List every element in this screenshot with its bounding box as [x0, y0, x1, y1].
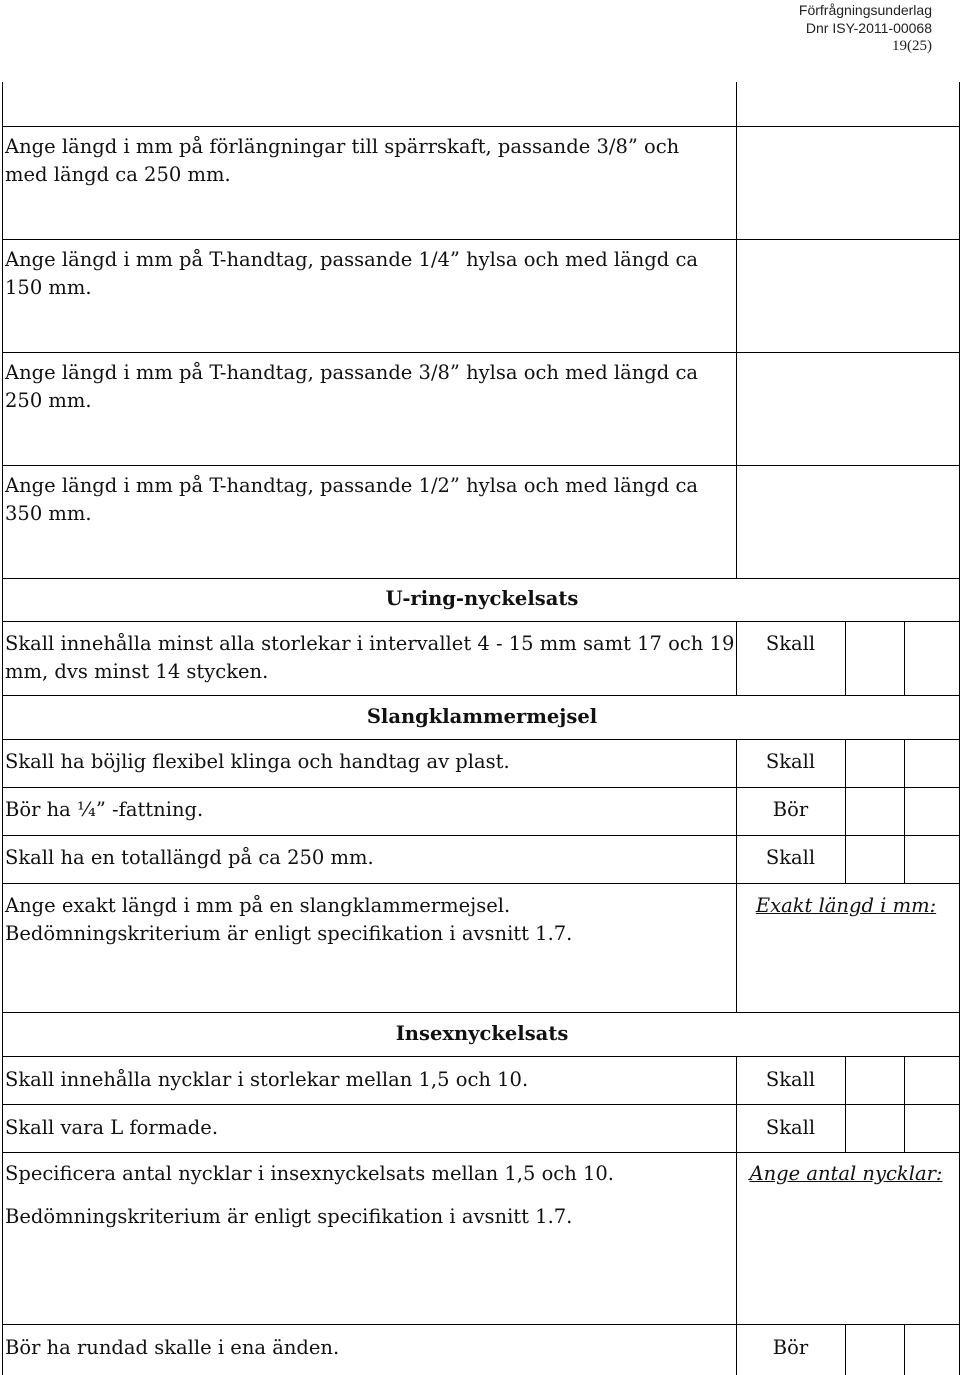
row-text-evaluation-criterion: Bedömningskriterium är enligt specifikation i avsnitt 1.7. — [5, 1205, 573, 1228]
row-text-rounded-head: Bör ha rundad skalle i ena änden. — [5, 1336, 340, 1359]
exact-length-answer-label[interactable]: Exakt längd i mm: — [755, 894, 937, 917]
requirement-level: Bör — [772, 798, 809, 821]
row-text-quarter-inch-mount: Bör ha ¼” -fattning. — [5, 798, 204, 821]
row-text-specify-count: Specificera antal nycklar i insexnyckelsats mellan 1,5 och 10. — [5, 1162, 614, 1185]
requirement-level: Skall — [765, 846, 816, 869]
requirement-level: Skall — [765, 750, 816, 773]
requirement-level: Skall — [765, 632, 816, 655]
section-title-u-ring: U-ring-nyckelsats — [385, 587, 579, 610]
section-title-slangklammermejsel: Slangklammermejsel — [366, 705, 598, 728]
key-count-answer-label[interactable]: Ange antal nycklar: — [749, 1162, 943, 1185]
document-number: Dnr ISY-2011-00068 — [805, 20, 932, 36]
requirement-level: Bör — [772, 1336, 809, 1359]
row-text-extension-length: Ange längd i mm på förlängningar till spärrskaft, passande 3/8” och med längd ca 250 mm. — [5, 135, 680, 186]
requirement-level: Skall — [765, 1116, 816, 1139]
document-type: Förfrågningsunderlag — [798, 2, 932, 18]
row-text-exact-length: Ange exakt längd i mm på en slangklammermejsel. Bedömningskriterium är enligt specifikation i avsnitt 1.7. — [5, 894, 573, 945]
row-text-flexible-blade: Skall ha böjlig flexibel klinga och handtag av plast. — [5, 750, 510, 773]
row-text-total-length: Skall ha en totallängd på ca 250 mm. — [5, 846, 374, 869]
row-text-key-sizes: Skall innehålla nycklar i storlekar mellan 1,5 och 10. — [5, 1068, 529, 1091]
row-text-t-handle-1-4: Ange längd i mm på T-handtag, passande 1/4” hylsa och med längd ca 150 mm. — [5, 248, 699, 299]
row-text-u-ring-sizes: Skall innehålla minst alla storlekar i intervallet 4 - 15 mm samt 17 och 19 mm, dvs minst 14 stycken. — [5, 632, 735, 683]
requirement-level: Skall — [765, 1068, 816, 1091]
row-text-t-handle-1-2: Ange längd i mm på T-handtag, passande 1/2” hylsa och med längd ca 350 mm. — [5, 474, 699, 525]
row-text-t-handle-3-8: Ange längd i mm på T-handtag, passande 3/8” hylsa och med längd ca 250 mm. — [5, 361, 699, 412]
row-text-l-shaped: Skall vara L formade. — [5, 1116, 219, 1139]
section-title-insexnyckelsats: Insexnyckelsats — [395, 1022, 569, 1045]
page-number: 19(25) — [892, 38, 932, 54]
